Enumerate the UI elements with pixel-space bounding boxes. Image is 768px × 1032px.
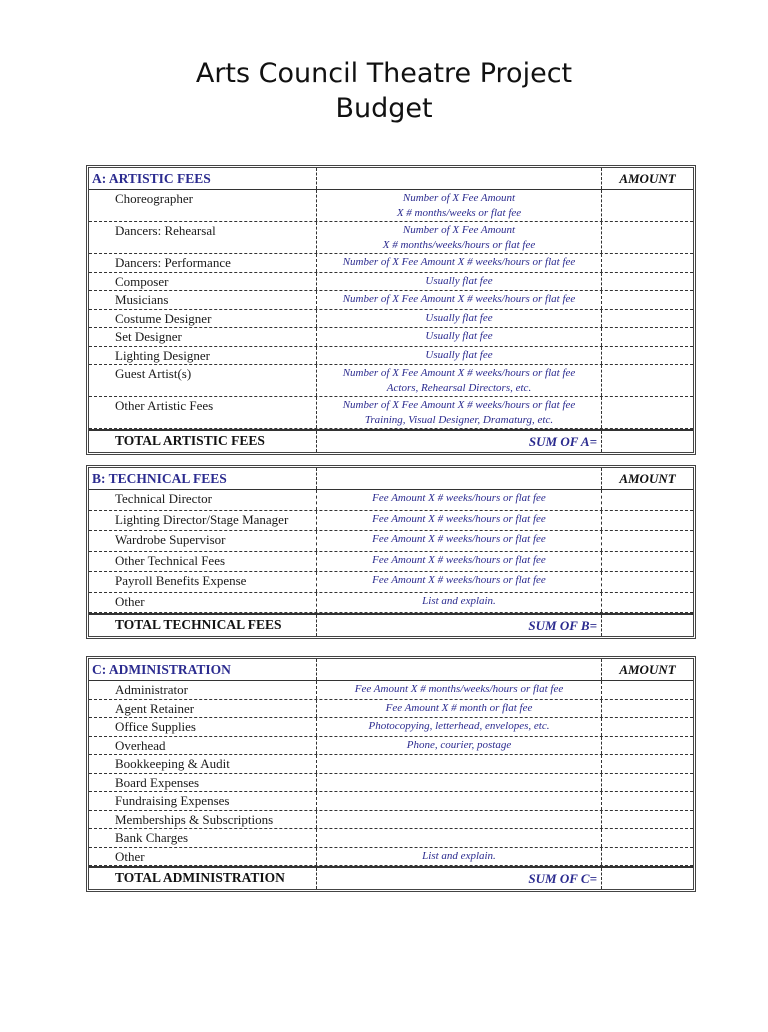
title-line-2: Budget [335, 93, 433, 124]
note-cell [317, 718, 602, 736]
total-row [89, 613, 693, 636]
amount-cell[interactable] [602, 254, 693, 272]
note-cell [317, 737, 602, 755]
note-cell [317, 552, 602, 572]
note-text: Usually flat fee [425, 348, 493, 361]
note-text: Fee Amount X # weeks/hours or flat fee [372, 492, 546, 504]
amount-cell[interactable] [602, 572, 693, 592]
table-row [89, 222, 693, 254]
note-text: Fee Amount X # weeks/hours or flat fee [372, 533, 546, 545]
note-text: List and explain. [422, 594, 496, 607]
note-text: X # months/weeks or flat fee [396, 207, 522, 219]
note-text: Number of X Fee Amount [402, 224, 516, 236]
line-item-label: Other [89, 593, 317, 613]
note-cell [317, 700, 602, 718]
section-artistic-fees [88, 167, 694, 453]
note-cell [317, 222, 602, 253]
total-amount-cell[interactable] [602, 868, 693, 889]
line-item-label: Administrator [89, 681, 317, 699]
amount-header: AMOUNT [619, 662, 676, 677]
amount-cell[interactable] [602, 811, 693, 829]
note-text: Number of X Fee Amount X # weeks/hours or flat fee [342, 256, 576, 268]
note-cell [317, 531, 602, 551]
amount-cell[interactable] [602, 328, 693, 346]
table-row [89, 572, 693, 593]
note-cell [317, 468, 602, 489]
amount-cell[interactable] [602, 365, 693, 396]
section-header-row [89, 468, 693, 490]
line-item-label: Musicians [89, 291, 317, 309]
amount-cell[interactable] [602, 700, 693, 718]
amount-cell[interactable] [602, 718, 693, 736]
note-text: Usually flat fee [425, 274, 493, 287]
note-cell [317, 659, 602, 680]
note-cell [317, 511, 602, 531]
note-text: Usually flat fee [425, 311, 493, 324]
note-text: Usually flat fee [425, 330, 493, 342]
note-text: Photocopying, letterhead, envelopes, etc. [368, 720, 550, 732]
note-text: Actors, Rehearsal Directors, etc. [386, 382, 532, 394]
note-cell [317, 347, 602, 365]
title-line-1: Arts Council Theatre Project [195, 58, 573, 89]
table-row [89, 254, 693, 273]
table-row [89, 190, 693, 222]
amount-cell[interactable] [602, 531, 693, 551]
line-item-label: Fundraising Expenses [89, 792, 317, 810]
note-text: X # months/weeks/hours or flat fee [382, 239, 536, 251]
total-label: TOTAL TECHNICAL FEES [89, 615, 317, 636]
note-text: Fee Amount X # weeks/hours or flat fee [372, 574, 546, 586]
total-amount-cell[interactable] [602, 431, 693, 452]
table-row [89, 397, 693, 429]
line-item-label: Payroll Benefits Expense [89, 572, 317, 592]
amount-header: AMOUNT [619, 171, 676, 186]
note-cell [317, 755, 602, 773]
line-item-label: Lighting Designer [89, 347, 317, 365]
amount-cell[interactable] [602, 552, 693, 572]
table-row [89, 792, 693, 811]
note-text: Number of X Fee Amount X # weeks/hours or flat fee [342, 367, 576, 379]
table-row [89, 273, 693, 292]
table-row [89, 737, 693, 756]
note-cell [317, 848, 602, 866]
note-cell [317, 681, 602, 699]
section-header: A: ARTISTIC FEES [89, 168, 317, 189]
amount-cell[interactable] [602, 347, 693, 365]
amount-cell[interactable] [602, 774, 693, 792]
note-cell [317, 254, 602, 272]
table-row [89, 531, 693, 552]
note-text: Number of X Fee Amount X # weeks/hours or flat fee [342, 399, 576, 411]
total-label: TOTAL ADMINISTRATION [89, 868, 317, 889]
line-item-label: Bank Charges [89, 829, 317, 847]
line-item-label: Other Artistic Fees [89, 397, 317, 428]
total-label: TOTAL ARTISTIC FEES [89, 431, 317, 452]
note-cell [317, 365, 602, 396]
note-text: Fee Amount X # weeks/hours or flat fee [372, 512, 546, 525]
note-cell [317, 593, 602, 613]
total-sum-label: SUM OF B= [317, 615, 602, 636]
note-text: Training, Visual Designer, Dramaturg, etc. [364, 414, 554, 426]
amount-cell[interactable] [602, 829, 693, 847]
amount-cell[interactable] [602, 737, 693, 755]
amount-cell[interactable] [602, 848, 693, 866]
table-row [89, 718, 693, 737]
note-cell [317, 328, 602, 346]
table-row [89, 291, 693, 310]
total-amount-cell[interactable] [602, 615, 693, 636]
section-administration [88, 658, 694, 890]
note-cell [317, 291, 602, 309]
line-item-label: Costume Designer [89, 310, 317, 328]
amount-cell[interactable] [602, 593, 693, 613]
amount-cell[interactable] [602, 490, 693, 510]
table-row [89, 774, 693, 793]
line-item-label: Technical Director [89, 490, 317, 510]
amount-cell[interactable] [602, 273, 693, 291]
section-technical-fees [88, 467, 694, 637]
line-item-label: Overhead [89, 737, 317, 755]
note-text: Fee Amount X # months/weeks/hours or flat fee [354, 683, 564, 695]
note-cell [317, 774, 602, 792]
line-item-label: Composer [89, 273, 317, 291]
section-header: B: TECHNICAL FEES [89, 468, 317, 489]
table-row [89, 755, 693, 774]
line-item-label: Other [89, 848, 317, 866]
table-row [89, 365, 693, 397]
line-item-label: Lighting Director/Stage Manager [89, 511, 317, 531]
line-item-label: Agent Retainer [89, 700, 317, 718]
note-text: Fee Amount X # month or flat fee [385, 701, 533, 714]
note-cell [317, 310, 602, 328]
section-header-row [89, 659, 693, 681]
amount-header: AMOUNT [619, 471, 676, 486]
note-cell [317, 168, 602, 189]
amount-cell[interactable] [602, 755, 693, 773]
table-row [89, 811, 693, 830]
total-sum-label: SUM OF C= [317, 868, 602, 889]
amount-cell[interactable] [602, 222, 693, 253]
total-row [89, 429, 693, 452]
note-cell [317, 829, 602, 847]
note-cell [317, 811, 602, 829]
table-row [89, 310, 693, 329]
note-text: Phone, courier, postage [406, 738, 512, 751]
line-item-label: Memberships & Subscriptions [89, 811, 317, 829]
amount-cell[interactable] [602, 310, 693, 328]
table-row [89, 347, 693, 366]
line-item-label: Dancers: Rehearsal [89, 222, 317, 253]
amount-cell[interactable] [602, 190, 693, 221]
table-row [89, 681, 693, 700]
line-item-label: Dancers: Performance [89, 254, 317, 272]
line-item-label: Wardrobe Supervisor [89, 531, 317, 551]
amount-cell[interactable] [602, 511, 693, 531]
note-cell [317, 190, 602, 221]
note-cell [317, 572, 602, 592]
note-cell [317, 273, 602, 291]
document-title [0, 56, 768, 126]
note-text: Number of X Fee Amount [402, 192, 516, 204]
line-item-label: Set Designer [89, 328, 317, 346]
amount-cell[interactable] [602, 291, 693, 309]
line-item-label: Other Technical Fees [89, 552, 317, 572]
table-row [89, 848, 693, 867]
total-row [89, 866, 693, 889]
line-item-label: Office Supplies [89, 718, 317, 736]
total-sum-label: SUM OF A= [317, 431, 602, 452]
amount-cell[interactable] [602, 792, 693, 810]
table-row [89, 593, 693, 614]
line-item-label: Choreographer [89, 190, 317, 221]
amount-cell[interactable] [602, 397, 693, 428]
table-row [89, 829, 693, 848]
table-row [89, 552, 693, 573]
table-row [89, 511, 693, 532]
table-row [89, 328, 693, 347]
amount-cell[interactable] [602, 681, 693, 699]
section-header-row [89, 168, 693, 190]
note-cell [317, 397, 602, 428]
note-text: Fee Amount X # weeks/hours or flat fee [372, 553, 546, 566]
table-row [89, 700, 693, 719]
note-cell [317, 490, 602, 510]
note-text: Number of X Fee Amount X # weeks/hours or flat fee [342, 293, 576, 305]
line-item-label: Board Expenses [89, 774, 317, 792]
table-row [89, 490, 693, 511]
line-item-label: Guest Artist(s) [89, 365, 317, 396]
line-item-label: Bookkeeping & Audit [89, 755, 317, 773]
section-header: C: ADMINISTRATION [89, 659, 317, 680]
note-text: List and explain. [422, 849, 496, 862]
note-cell [317, 792, 602, 810]
